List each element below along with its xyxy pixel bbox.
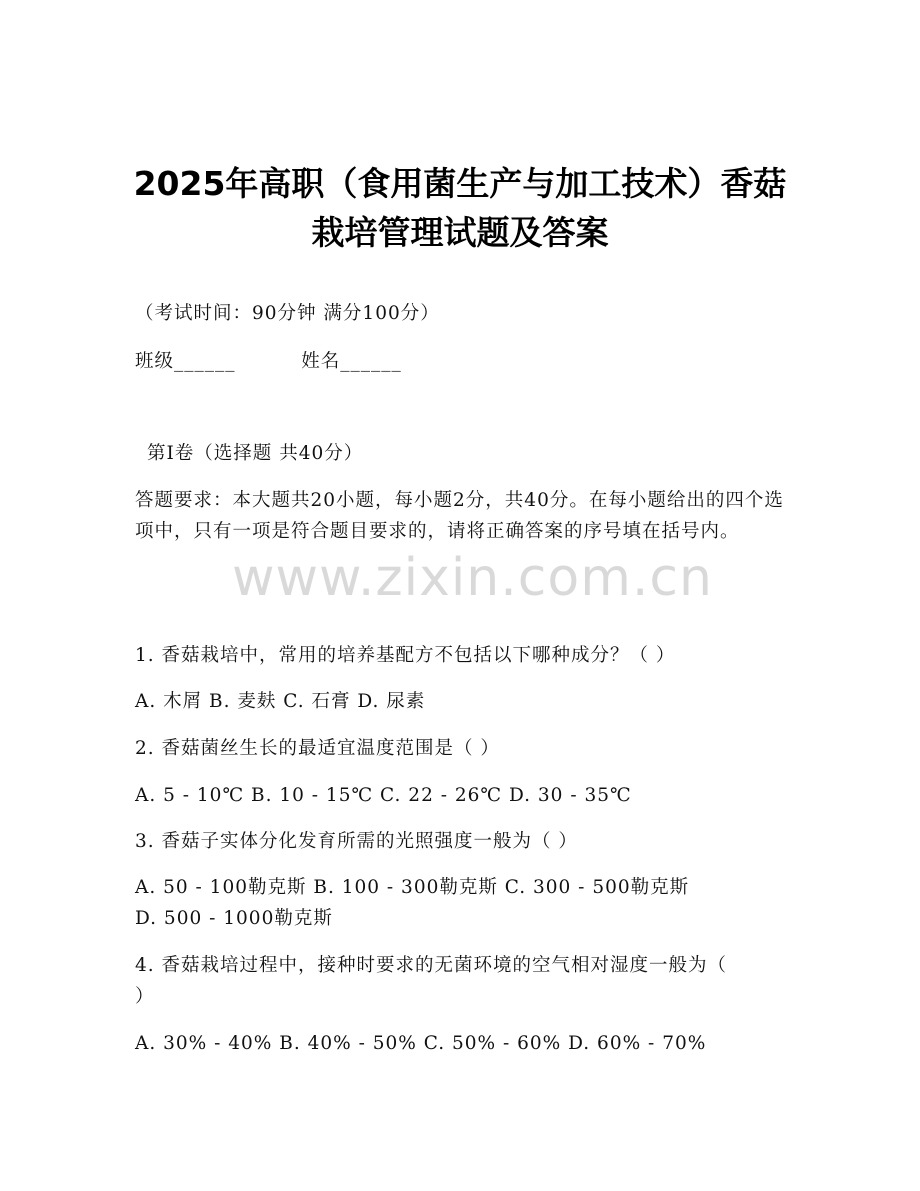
question-2-stem: 2. 香菇菌丝生长的最适宜温度范围是（ ） [135, 738, 500, 759]
question-4-stem-line-1: 4. 香菇栽培过程中，接种时要求的无菌环境的空气相对湿度一般为（ [135, 955, 728, 976]
question-2-options: A. 5 - 10℃ B. 10 - 15℃ C. 22 - 26℃ D. 30 - 35℃ [135, 785, 632, 806]
question-4-options: A. 30% - 40% B. 40% - 50% C. 50% - 60% D. 60% - 70% [135, 1033, 707, 1054]
question-1-options: A. 木屑 B. 麦麸 C. 石膏 D. 尿素 [135, 691, 426, 712]
question-4-stem-line-2: ） [135, 986, 155, 1007]
document-title-line-1: 2025年高职（食用菌生产与加工技术）香菇 [133, 164, 787, 203]
watermark-text: www.zixin.com.cn [232, 548, 713, 608]
class-field: 班级______ [135, 351, 236, 372]
exam-info: （考试时间：90分钟 满分100分） [135, 303, 440, 324]
question-3-stem: 3. 香菇子实体分化发育所需的光照强度一般为（ ） [135, 831, 578, 852]
instructions-paragraph: 答题要求：本大题共20小题，每小题2分，共40分。在每小题给出的四个选项中，只有一项是符合题目要求的，请将正确答案的序号填在括号内。 [135, 490, 784, 542]
document-title-line-2: 栽培管理试题及答案 [311, 213, 609, 252]
question-3-options-line-2: D. 500 - 1000勒克斯 [135, 908, 333, 929]
student-fields [135, 348, 795, 376]
section-heading: 第I卷（选择题 共40分） [147, 443, 364, 464]
name-field: 姓名______ [301, 351, 402, 372]
question-1-stem: 1. 香菇栽培中，常用的培养基配方不包括以下哪种成分？（ ） [135, 645, 676, 666]
question-3-options-line-1: A. 50 - 100勒克斯 B. 100 - 300勒克斯 C. 300 - 500勒克斯 [135, 877, 690, 898]
